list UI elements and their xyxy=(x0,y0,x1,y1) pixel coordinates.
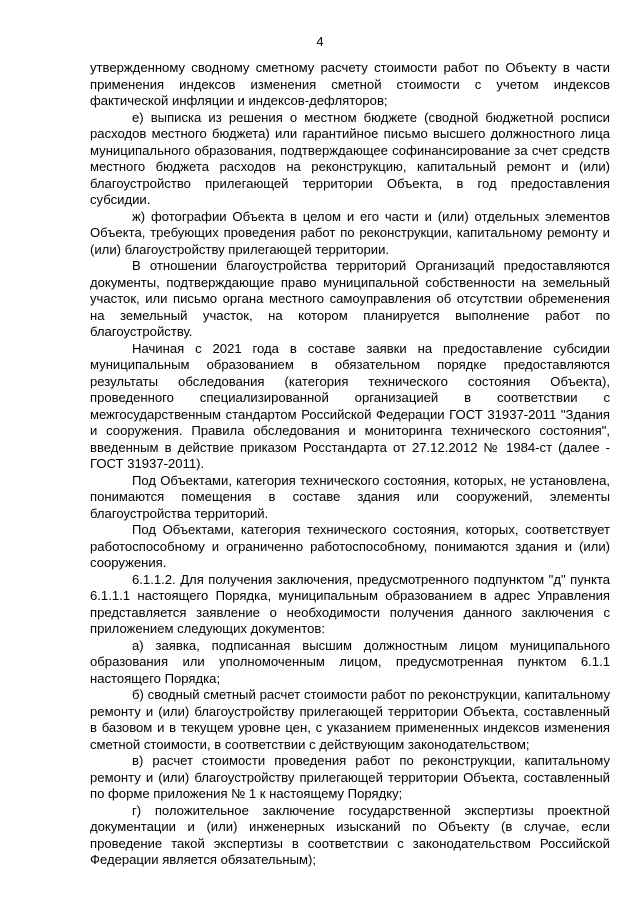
document-body xyxy=(90,60,610,869)
paragraph-item-zh: ж) фотографии Объекта в целом и его части и (или) отдельных элементов Объекта, требующих проведения работ по реконструкции, капитальному ремонту и (или) благоустройству прилегающей территории. xyxy=(90,208,610,257)
paragraph-item-g: г) положительное заключение государственной экспертизы проектной документации и (или) инженерных изысканий по Объекту (в случае, если проведение такой экспертизы в соответствии с законодательством Российской Федерации является обязательным); xyxy=(90,802,610,867)
page-number: 4 xyxy=(316,34,324,49)
paragraph-continuation: утвержденному сводному сметному расчету стоимости работ по Объекту в части применения индексов изменения сметной стоимости с учетом индексов фактической инфляции и индексов-дефляторов; xyxy=(90,60,610,108)
paragraph-section-6-1-1-2: 6.1.1.2. Для получения заключения, предусмотренного подпунктом "д" пункта 6.1.1.1 настоящего Порядка, муниципальным образованием в адрес Управления представляется заявление о необходимости получения данного заключения с приложением следующих документов: xyxy=(90,571,610,636)
paragraph-item-e: е) выписка из решения о местном бюджете (сводной бюджетной росписи расходов местного бюджета) или гарантийное письмо высшего должностного лица муниципального образования, подтверждающее софинансирование за счет средств местного бюджета расходов на реконструкцию, капитальный ремонт и (или) благоустройство прилегающей территории Объекта, в год предоставления субсидии. xyxy=(90,109,610,207)
paragraph-item-b: б) сводный сметный расчет стоимости работ по реконструкции, капитальному ремонту и (или) благоустройству прилегающей территории Объекта, составленный в базовом и в текущем уровне цен, с указанием примененных индексов изменения сметной стоимости, в соответствии с действующим законодательством; xyxy=(90,687,610,752)
paragraph-item-a: а) заявка, подписанная высшим должностным лицом муниципального образования или уполномоченным лицом, предусмотренная пунктом 6.1.1 настоящего Порядка; xyxy=(90,637,610,686)
paragraph-organizations: В отношении благоустройства территорий Организаций предоставляются документы, подтверждающие право муниципальной собственности на земельный участок, или письмо органа местного самоуправления об отсутствии обременения на земельный участок, на котором планируется выполнение работ по благоустройству. xyxy=(90,258,610,339)
paragraph-item-v: в) расчет стоимости проведения работ по реконструкции, капитальному ремонту и (или) благоустройству прилегающей территории Объекта, составленный по форме приложения № 1 к настоящему Порядку; xyxy=(90,753,610,801)
paragraph-objects-workable: Под Объектами, категория технического состояния, которых, соответствует работоспособному и ограниченно работоспособному, понимаются здания и (или) сооружения. xyxy=(90,522,610,570)
paragraph-objects-unset-category: Под Объектами, категория технического состояния, которых, не установлена, понимаются помещения в составе здания или сооружений, элементы благоустройства территорий. xyxy=(90,472,610,521)
paragraph-inspection-2021: Начиная с 2021 года в составе заявки на предоставление субсидии муниципальным образованием в обязательном порядке предоставляются результаты обследования (категория технического состояния Объекта), проведенного специализированной организацией в соответствии с межгосударственным стандартом Российской Федерации ГОСТ 31937-2011 "Здания и сооружения. Правила обследования и мониторинга технического состояния", введенным в действие приказом Росстандарта от 27.12.2012 № 1984-ст (далее - ГОСТ 31937-2011). xyxy=(90,340,610,471)
